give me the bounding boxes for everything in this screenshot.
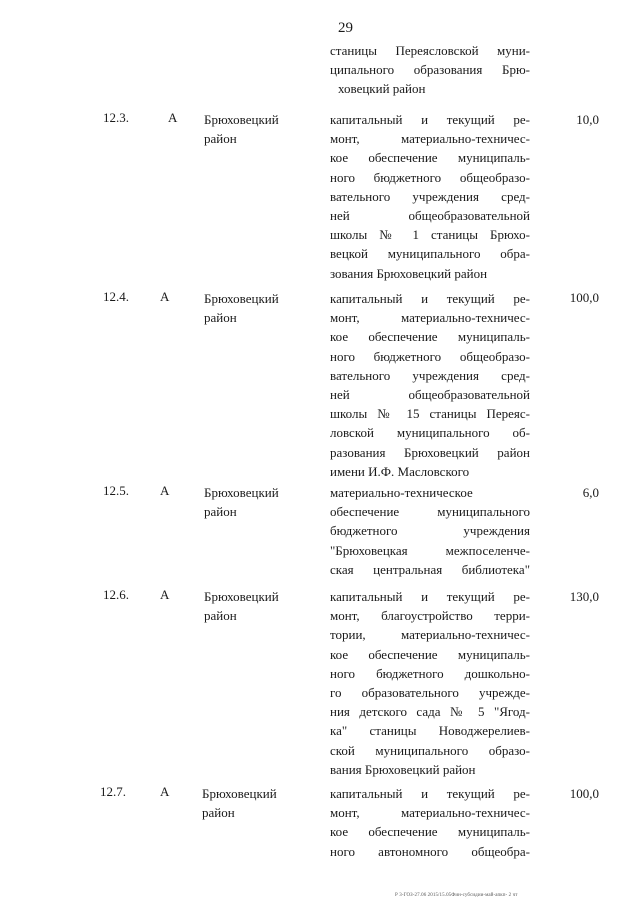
description-line: вания Брюховецкий район <box>330 761 476 777</box>
row-district <box>204 483 279 521</box>
footer-reference: Р 3-ГОЗ-27.06 2015/15.05Фин-субсидии-май-апкп- 2 чт <box>395 893 518 898</box>
description-line: монт, материально-техничес- <box>330 310 530 326</box>
description-line: капитальный и текущий ре- <box>330 112 530 127</box>
district-line: Брюховецкий <box>204 485 279 500</box>
description-line: ловской муниципального об- <box>330 425 530 441</box>
row-district <box>204 110 279 148</box>
row-number: 12.3. <box>103 110 129 125</box>
description-line: монт, благоустройство терри- <box>330 608 530 624</box>
description-line: обеспечение муниципального <box>330 504 530 520</box>
description-line: ней общеобразовательной <box>330 387 530 403</box>
description-line: капитальный и текущий ре- <box>330 589 530 604</box>
description-line: ного бюджетного общеобразо- <box>330 348 530 364</box>
continuation-description <box>330 41 530 99</box>
row-category: А <box>160 289 170 304</box>
description-line: монт, материально-техничес- <box>330 131 530 147</box>
district-line: район <box>204 310 237 325</box>
description-line: монт, материально-техничес- <box>330 805 530 821</box>
description-line: ская центральная библиотека" <box>330 561 530 577</box>
district-line: район <box>204 608 237 623</box>
row-number: 12.5. <box>103 483 129 498</box>
row-amount: 6,0 <box>582 485 599 500</box>
description-line: станицы Переясловской муни- <box>330 43 530 58</box>
row-category: А <box>160 483 170 498</box>
row-amount: 100,0 <box>569 786 599 801</box>
description-line: материально-техническое <box>330 485 473 500</box>
row-district <box>202 784 277 822</box>
row-description <box>330 587 530 779</box>
district-line: район <box>202 805 235 820</box>
description-line: "Брюховецкая межпоселенче- <box>330 542 530 558</box>
description-line: школы № 15 станицы Переяс- <box>330 406 530 422</box>
description-line: кое обеспечение муниципаль- <box>330 824 530 840</box>
description-line: зования Брюховецкий район <box>330 265 488 281</box>
description-line: го образовательного учрежде- <box>330 685 530 701</box>
row-category: А <box>160 784 170 799</box>
description-line: ного бюджетного дошкольно- <box>330 665 530 681</box>
description-line: капитальный и текущий ре- <box>330 786 530 801</box>
district-line: район <box>204 131 237 146</box>
description-line: кое обеспечение муниципаль- <box>330 646 530 662</box>
district-line: Брюховецкий <box>202 786 277 801</box>
description-line: ка" станицы Новоджерелиев- <box>330 723 530 739</box>
description-line: ного автономного общеобра- <box>330 843 530 859</box>
description-line: тории, материально-техничес- <box>330 627 530 643</box>
row-description <box>330 289 530 481</box>
page-number: 29 <box>338 20 353 36</box>
district-line: Брюховецкий <box>204 291 279 306</box>
description-line: ховецкий район <box>338 81 426 97</box>
row-number: 12.7. <box>100 784 126 799</box>
description-line: ской муниципального образо- <box>330 742 530 758</box>
description-line: вательного учреждения сред- <box>330 367 530 383</box>
row-category: А <box>168 110 178 125</box>
description-line: школы № 1 станицы Брюхо- <box>330 227 530 243</box>
description-line: ней общеобразовательной <box>330 208 530 224</box>
description-line: капитальный и текущий ре- <box>330 291 530 306</box>
description-line: вательного учреждения сред- <box>330 188 530 204</box>
row-category: А <box>160 587 170 602</box>
row-amount: 100,0 <box>569 290 599 305</box>
district-line: Брюховецкий <box>204 112 279 127</box>
description-line: имени И.Ф. Масловского <box>330 463 470 479</box>
row-description <box>330 110 530 283</box>
row-number: 12.4. <box>103 289 129 304</box>
description-line: ного бюджетного общеобразо- <box>330 169 530 185</box>
description-line: кое обеспечение муниципаль- <box>330 150 530 166</box>
row-amount: 10,0 <box>576 112 599 127</box>
row-amount: 130,0 <box>569 589 599 604</box>
description-line: ния детского сада № 5 "Ягод- <box>330 704 530 720</box>
row-description <box>330 483 530 579</box>
row-number: 12.6. <box>103 587 129 602</box>
row-description <box>330 784 530 861</box>
row-district <box>204 587 279 625</box>
description-line: ципального образования Брю- <box>330 62 530 78</box>
district-line: район <box>204 504 237 519</box>
description-line: кое обеспечение муниципаль- <box>330 329 530 345</box>
description-line: вецкой муниципального обра- <box>330 246 530 262</box>
description-line: бюджетного учреждения <box>330 523 530 539</box>
row-district <box>204 289 279 327</box>
description-line: разования Брюховецкий район <box>330 444 530 460</box>
district-line: Брюховецкий <box>204 589 279 604</box>
